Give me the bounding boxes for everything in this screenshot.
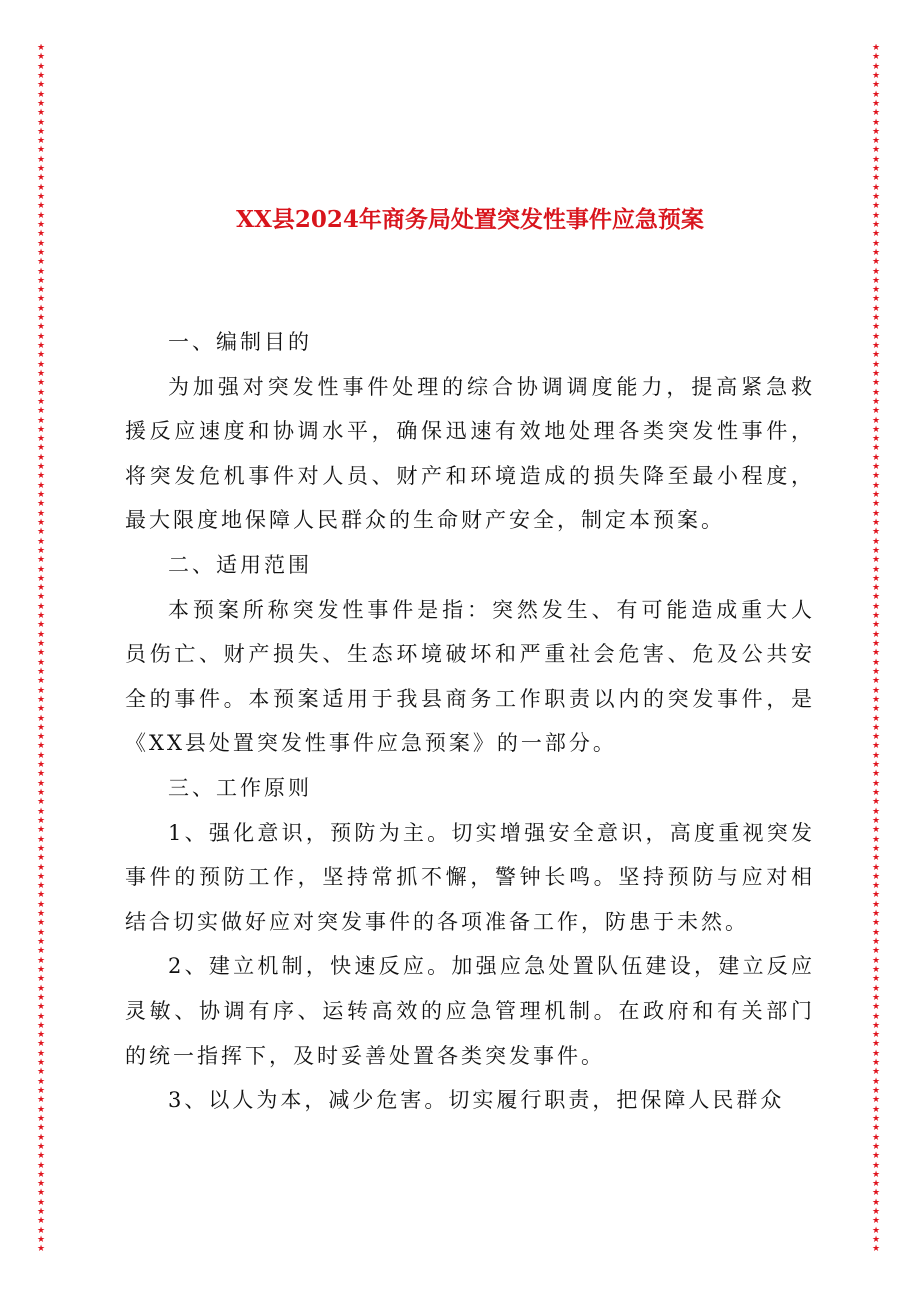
star-icon: ★ — [871, 70, 881, 81]
star-icon: ★ — [36, 1067, 46, 1078]
star-icon: ★ — [871, 871, 881, 882]
star-icon: ★ — [36, 1235, 46, 1245]
star-icon: ★ — [36, 108, 46, 119]
star-icon: ★ — [871, 620, 881, 631]
star-icon: ★ — [36, 499, 46, 510]
star-icon: ★ — [36, 1225, 46, 1236]
star-icon: ★ — [36, 462, 46, 473]
star-icon: ★ — [36, 611, 46, 622]
star-icon: ★ — [871, 201, 881, 212]
star-icon: ★ — [871, 1039, 881, 1050]
star-icon: ★ — [871, 164, 881, 175]
star-icon: ★ — [871, 918, 881, 929]
star-icon: ★ — [871, 741, 881, 752]
star-icon: ★ — [871, 499, 881, 510]
star-icon: ★ — [871, 210, 881, 221]
document-title: XX县2024年商务局处置突发性事件应急预案 — [236, 206, 704, 233]
star-icon: ★ — [36, 238, 46, 249]
star-icon: ★ — [36, 853, 46, 864]
star-icon: ★ — [36, 359, 46, 370]
star-icon: ★ — [36, 657, 46, 668]
star-icon: ★ — [36, 61, 46, 72]
star-icon: ★ — [36, 946, 46, 957]
star-icon: ★ — [871, 434, 881, 445]
star-icon: ★ — [36, 219, 46, 230]
star-icon: ★ — [871, 52, 881, 63]
star-icon: ★ — [871, 415, 881, 426]
star-icon: ★ — [871, 387, 881, 398]
star-icon: ★ — [36, 173, 46, 184]
star-icon: ★ — [36, 378, 46, 389]
star-icon: ★ — [36, 806, 46, 817]
star-icon: ★ — [871, 974, 881, 985]
star-icon: ★ — [36, 229, 46, 240]
paragraph-principle-2: 2、建立机制，快速反应。加强应急处置队伍建设，建立反应灵敏、协调有序、运转高效的应急管理机制。在政府和有关部门的统一指挥下，及时妥善处置各类突发事件。 — [125, 954, 815, 1068]
star-icon: ★ — [36, 257, 46, 268]
star-icon: ★ — [871, 80, 881, 91]
star-icon: ★ — [36, 1058, 46, 1069]
star-icon: ★ — [36, 648, 46, 659]
star-icon: ★ — [871, 1123, 881, 1134]
document-body — [125, 320, 815, 1123]
star-icon: ★ — [36, 1020, 46, 1031]
star-icon: ★ — [36, 843, 46, 854]
star-icon: ★ — [36, 937, 46, 947]
star-icon: ★ — [36, 797, 46, 808]
star-icon: ★ — [871, 685, 881, 696]
star-icon: ★ — [36, 480, 46, 491]
star-icon: ★ — [36, 909, 46, 920]
star-icon: ★ — [36, 788, 46, 798]
star-icon: ★ — [871, 1244, 881, 1255]
star-icon: ★ — [871, 760, 881, 771]
star-icon: ★ — [871, 1002, 881, 1013]
star-icon: ★ — [871, 1076, 881, 1087]
star-icon: ★ — [871, 788, 881, 798]
star-icon: ★ — [871, 1086, 881, 1096]
star-icon: ★ — [36, 1207, 46, 1218]
star-icon: ★ — [871, 145, 881, 156]
star-icon: ★ — [36, 322, 46, 333]
star-icon: ★ — [871, 1141, 881, 1152]
star-icon: ★ — [36, 294, 46, 305]
star-icon: ★ — [36, 350, 46, 361]
star-icon: ★ — [871, 98, 881, 109]
star-icon: ★ — [36, 434, 46, 445]
star-icon: ★ — [36, 1132, 46, 1143]
star-icon: ★ — [36, 778, 46, 789]
star-icon: ★ — [36, 1197, 46, 1208]
star-icon: ★ — [871, 1169, 881, 1180]
star-icon: ★ — [36, 871, 46, 882]
star-icon: ★ — [871, 825, 881, 836]
star-icon: ★ — [36, 741, 46, 752]
star-icon: ★ — [871, 136, 881, 147]
star-icon: ★ — [871, 564, 881, 575]
star-icon: ★ — [871, 126, 881, 137]
star-icon: ★ — [36, 983, 46, 994]
star-icon: ★ — [871, 173, 881, 184]
star-icon: ★ — [36, 825, 46, 836]
star-icon: ★ — [36, 1011, 46, 1022]
star-icon: ★ — [36, 815, 46, 826]
star-icon: ★ — [36, 834, 46, 845]
star-icon: ★ — [36, 685, 46, 696]
star-icon: ★ — [871, 1104, 881, 1115]
star-icon: ★ — [871, 1225, 881, 1236]
paragraph-principle-3: 3、以人为本，减少危害。切实履行职责，把保障人民群众 — [168, 1088, 785, 1113]
star-icon: ★ — [871, 573, 881, 584]
star-icon: ★ — [36, 583, 46, 594]
star-icon: ★ — [871, 983, 881, 994]
star-icon: ★ — [871, 257, 881, 268]
star-icon: ★ — [36, 694, 46, 705]
star-icon: ★ — [36, 44, 46, 53]
star-icon: ★ — [871, 1188, 881, 1199]
star-icon: ★ — [871, 834, 881, 845]
star-icon: ★ — [871, 1067, 881, 1078]
star-icon: ★ — [36, 192, 46, 202]
star-icon: ★ — [871, 368, 881, 379]
star-icon: ★ — [871, 61, 881, 72]
star-icon: ★ — [36, 89, 46, 100]
star-icon: ★ — [871, 676, 881, 687]
star-icon: ★ — [871, 657, 881, 668]
star-icon: ★ — [36, 1086, 46, 1096]
star-icon: ★ — [871, 881, 881, 892]
star-icon: ★ — [36, 527, 46, 538]
star-icon: ★ — [36, 415, 46, 426]
star-icon: ★ — [36, 247, 46, 258]
star-icon: ★ — [871, 1132, 881, 1143]
star-icon: ★ — [36, 955, 46, 966]
star-icon: ★ — [36, 732, 46, 743]
star-icon: ★ — [871, 313, 881, 324]
star-icon: ★ — [36, 508, 46, 519]
star-icon: ★ — [871, 704, 881, 715]
star-icon: ★ — [871, 378, 881, 389]
star-icon: ★ — [36, 1216, 46, 1227]
star-icon: ★ — [36, 1179, 46, 1190]
star-icon: ★ — [871, 536, 881, 547]
star-icon: ★ — [36, 899, 46, 910]
star-icon: ★ — [36, 70, 46, 81]
star-icon: ★ — [871, 462, 881, 473]
star-icon: ★ — [36, 722, 46, 733]
star-icon: ★ — [871, 527, 881, 538]
star-icon: ★ — [871, 247, 881, 258]
section-heading-scope: 二、适用范围 — [168, 552, 312, 577]
star-icon: ★ — [36, 313, 46, 324]
star-icon: ★ — [871, 396, 881, 407]
star-icon: ★ — [871, 583, 881, 594]
star-icon: ★ — [871, 666, 881, 677]
star-icon: ★ — [871, 992, 881, 1003]
star-icon: ★ — [871, 937, 881, 947]
star-icon: ★ — [36, 98, 46, 109]
star-icon: ★ — [871, 806, 881, 817]
star-icon: ★ — [871, 443, 881, 454]
section-heading-purpose: 一、编制目的 — [168, 330, 312, 354]
star-icon: ★ — [36, 182, 46, 193]
star-icon: ★ — [871, 266, 881, 277]
star-icon: ★ — [36, 443, 46, 454]
star-icon: ★ — [871, 750, 881, 761]
star-icon: ★ — [871, 639, 881, 649]
star-icon: ★ — [871, 1179, 881, 1190]
star-icon: ★ — [36, 396, 46, 407]
star-icon: ★ — [36, 713, 46, 724]
star-icon: ★ — [871, 1160, 881, 1171]
star-icon: ★ — [871, 722, 881, 733]
star-icon: ★ — [871, 508, 881, 519]
star-icon: ★ — [871, 406, 881, 417]
paragraph-purpose: 为加强对突发性事件处理的综合协调调度能力，提高紧急救援反应速度和协调水平，确保迅速有效地处理各类突发性事件，将突发危机事件对人员、财产和环境造成的损失降至最小程度，最大限度地保障人民群众的生命财产安全，制定本预案。 — [125, 374, 815, 533]
star-icon: ★ — [871, 1235, 881, 1245]
star-icon: ★ — [36, 145, 46, 156]
paragraph-scope: 本预案所称突发性事件是指：突然发生、有可能造成重大人员伤亡、财产损失、生态环境破坏和严重社会危害、危及公共安全的事件。本预案适用于我县商务工作职责以内的突发事件，是《XX县处置突发性事件应急预案》的一部分。 — [125, 597, 815, 756]
star-icon: ★ — [36, 452, 46, 463]
star-icon: ★ — [36, 536, 46, 547]
star-icon: ★ — [36, 490, 46, 500]
star-icon: ★ — [871, 611, 881, 622]
star-icon: ★ — [871, 490, 881, 500]
star-icon: ★ — [36, 117, 46, 128]
star-icon: ★ — [36, 406, 46, 417]
star-icon: ★ — [871, 713, 881, 724]
star-icon: ★ — [36, 629, 46, 640]
star-icon: ★ — [36, 1095, 46, 1106]
star-icon: ★ — [871, 964, 881, 975]
star-icon: ★ — [36, 1169, 46, 1180]
star-icon: ★ — [36, 52, 46, 63]
star-icon: ★ — [871, 862, 881, 873]
star-icon: ★ — [36, 424, 46, 435]
star-icon: ★ — [871, 555, 881, 566]
star-icon: ★ — [871, 694, 881, 705]
star-icon: ★ — [871, 229, 881, 240]
star-icon: ★ — [36, 303, 46, 314]
star-icon: ★ — [871, 359, 881, 370]
star-icon: ★ — [36, 750, 46, 761]
star-icon: ★ — [871, 592, 881, 603]
star-icon: ★ — [36, 1113, 46, 1124]
star-icon: ★ — [36, 890, 46, 901]
star-icon: ★ — [36, 760, 46, 771]
star-icon: ★ — [871, 778, 881, 789]
star-icon: ★ — [36, 769, 46, 780]
star-icon: ★ — [36, 639, 46, 649]
star-icon: ★ — [871, 350, 881, 361]
star-icon: ★ — [871, 1048, 881, 1059]
star-icon: ★ — [36, 573, 46, 584]
star-icon: ★ — [871, 1216, 881, 1227]
star-icon: ★ — [36, 918, 46, 929]
star-icon: ★ — [36, 1030, 46, 1041]
star-icon: ★ — [871, 648, 881, 659]
star-icon: ★ — [36, 387, 46, 398]
star-icon: ★ — [36, 1188, 46, 1199]
star-icon: ★ — [36, 1160, 46, 1171]
star-icon: ★ — [871, 909, 881, 920]
star-icon: ★ — [36, 1048, 46, 1059]
star-icon: ★ — [871, 732, 881, 743]
star-icon: ★ — [36, 555, 46, 566]
star-icon: ★ — [36, 266, 46, 277]
star-icon: ★ — [36, 471, 46, 482]
star-icon: ★ — [36, 1151, 46, 1162]
star-icon: ★ — [871, 769, 881, 780]
star-icon: ★ — [871, 890, 881, 901]
star-icon: ★ — [871, 1197, 881, 1208]
star-icon: ★ — [36, 592, 46, 603]
star-icon: ★ — [36, 974, 46, 985]
star-icon: ★ — [36, 601, 46, 612]
star-icon: ★ — [871, 1113, 881, 1124]
star-icon: ★ — [36, 126, 46, 137]
star-icon: ★ — [871, 629, 881, 640]
star-icon: ★ — [871, 853, 881, 864]
star-icon: ★ — [36, 154, 46, 165]
star-icon: ★ — [36, 1141, 46, 1152]
star-icon: ★ — [871, 341, 881, 351]
star-icon: ★ — [871, 843, 881, 854]
star-icon: ★ — [871, 192, 881, 202]
star-icon: ★ — [871, 480, 881, 491]
star-icon: ★ — [871, 294, 881, 305]
star-icon: ★ — [871, 238, 881, 249]
star-icon: ★ — [871, 797, 881, 808]
star-icon: ★ — [871, 899, 881, 910]
star-icon: ★ — [36, 368, 46, 379]
star-icon: ★ — [871, 1058, 881, 1069]
paragraph-principle-1: 1、强化意识，预防为主。切实增强安全意识，高度重视突发事件的预防工作，坚持常抓不懈，警钟长鸣。坚持预防与应对相结合切实做好应对突发事件的各项准备工作，防患于未然。 — [125, 820, 815, 934]
left-star-border — [34, 44, 48, 1256]
star-icon: ★ — [36, 992, 46, 1003]
star-icon: ★ — [36, 620, 46, 631]
star-icon: ★ — [871, 117, 881, 128]
star-icon: ★ — [871, 154, 881, 165]
star-icon: ★ — [871, 601, 881, 612]
star-icon: ★ — [871, 44, 881, 53]
star-icon: ★ — [36, 564, 46, 575]
star-icon: ★ — [36, 80, 46, 91]
star-icon: ★ — [871, 108, 881, 119]
star-icon: ★ — [36, 545, 46, 556]
star-icon: ★ — [871, 182, 881, 193]
star-icon: ★ — [36, 201, 46, 212]
star-icon: ★ — [871, 275, 881, 286]
star-icon: ★ — [36, 1076, 46, 1087]
star-icon: ★ — [36, 676, 46, 687]
star-icon: ★ — [871, 424, 881, 435]
star-icon: ★ — [36, 881, 46, 892]
star-icon: ★ — [36, 1039, 46, 1050]
star-icon: ★ — [871, 1020, 881, 1031]
star-icon: ★ — [36, 1002, 46, 1013]
star-icon: ★ — [871, 1207, 881, 1218]
star-icon: ★ — [36, 704, 46, 715]
star-icon: ★ — [871, 1095, 881, 1106]
star-icon: ★ — [871, 471, 881, 482]
star-icon: ★ — [36, 341, 46, 351]
star-icon: ★ — [36, 964, 46, 975]
right-star-border — [869, 44, 883, 1256]
star-icon: ★ — [36, 1244, 46, 1255]
star-icon: ★ — [36, 666, 46, 677]
star-icon: ★ — [36, 517, 46, 528]
star-icon: ★ — [36, 164, 46, 175]
star-icon: ★ — [871, 545, 881, 556]
star-icon: ★ — [871, 219, 881, 230]
star-icon: ★ — [871, 1011, 881, 1022]
star-icon: ★ — [871, 331, 881, 342]
star-icon: ★ — [871, 285, 881, 296]
star-icon: ★ — [871, 1151, 881, 1162]
star-icon: ★ — [871, 1030, 881, 1041]
star-icon: ★ — [36, 331, 46, 342]
star-icon: ★ — [36, 927, 46, 938]
star-icon: ★ — [871, 322, 881, 333]
star-icon: ★ — [871, 815, 881, 826]
star-icon: ★ — [871, 303, 881, 314]
star-icon: ★ — [871, 89, 881, 100]
star-icon: ★ — [36, 862, 46, 873]
star-icon: ★ — [36, 275, 46, 286]
star-icon: ★ — [36, 285, 46, 296]
star-icon: ★ — [871, 517, 881, 528]
star-icon: ★ — [36, 1123, 46, 1134]
star-icon: ★ — [871, 452, 881, 463]
star-icon: ★ — [871, 927, 881, 938]
star-icon: ★ — [871, 955, 881, 966]
star-icon: ★ — [36, 1104, 46, 1115]
star-icon: ★ — [36, 136, 46, 147]
section-heading-principles: 三、工作原则 — [168, 775, 312, 800]
star-icon: ★ — [871, 946, 881, 957]
star-icon: ★ — [36, 210, 46, 221]
